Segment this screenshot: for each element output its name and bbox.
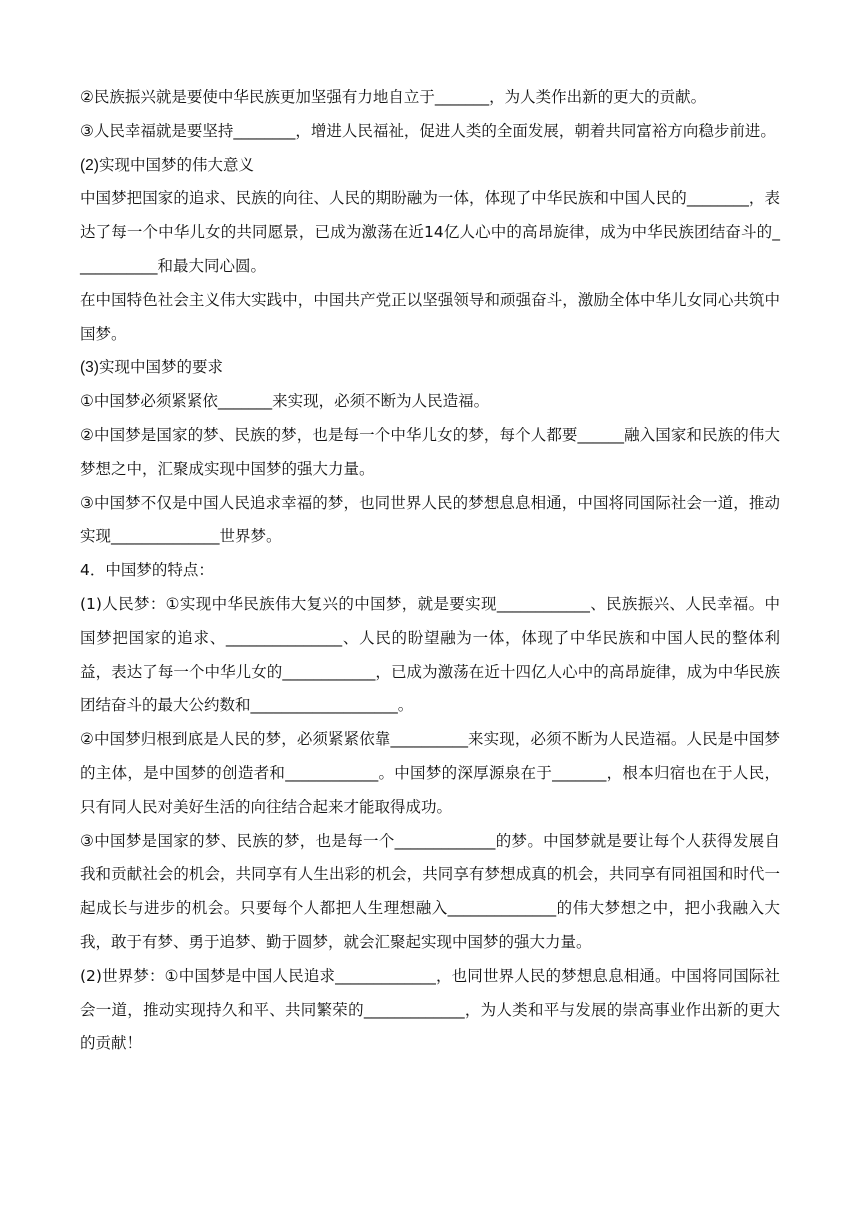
paragraph-people-dream-2: ②中国梦归根到底是人民的梦，必须紧紧依靠__________来实现，必须不断为人民造福。人民是中国梦的主体，是中国梦的创造者和____________。中国梦的深厚源泉在于_______，根本归宿也在于人民，只有同人民对美好生活的向往结合起来才能取得成功。 <box>80 730 780 816</box>
paragraph-significance: 中国梦把国家的追求、民族的向往、人民的期盼融为一体，体现了中华民族和中国人民的________，表达了每一个中华儿女的共同愿景，已成为激荡在近14亿人心中的高昂旋律，成为中华民族团结奋斗的___________和最大同心圆。 <box>80 189 780 275</box>
paragraph-requirement-3: ③中国梦不仅是中国人民追求幸福的梦，也同世界人民的梦想息息相通，中国将同国际社会一道，推动实现______________世界梦。 <box>80 493 780 546</box>
document-page <box>80 81 780 1061</box>
paragraph-people-happiness: ③人民幸福就是要坚持________，增进人民福祉，促进人类的全面发展，朝着共同富裕方向稳步前进。 <box>80 121 776 140</box>
paragraph-world-dream: (2)世界梦：①中国梦是中国人民追求_____________，也同世界人民的梦想息息相通。中国将同国际社会一道，推动实现持久和平、共同繁荣的_____________，为人类和平与发展的崇高事业作出新的更大的贡献！ <box>80 966 780 1053</box>
subheading-significance: (2)实现中国梦的伟大意义 <box>80 156 254 174</box>
paragraph-requirement-1: ①中国梦必须紧紧依_______来实现，必须不断为人民造福。 <box>80 392 490 411</box>
paragraph-requirement-2: ②中国梦是国家的梦、民族的梦，也是每一个中华儿女的梦，每个人都要______融入国家和民族的伟大梦想之中，汇聚成实现中国梦的强大力量。 <box>80 425 780 478</box>
section-heading-characteristics: 4．中国梦的特点： <box>80 561 214 580</box>
paragraph-national-rejuvenation: ②民族振兴就是要使中华民族更加坚强有力地自立于_______，为人类作出新的更大的贡献。 <box>80 88 707 106</box>
paragraph-people-dream: (1)人民梦：①实现中华民族伟大复兴的中国梦，就是要实现____________、民族振兴、人民幸福。中国梦把国家的追求、_______________、人民的盼望融为一体，体现了中华民族和中国人民的整体利益，表达了每一个中华儿女的____________，已成为激荡在近十四亿人心中的高昂旋律，成为中华民族团结奋斗的最大公约数和___________________。 <box>80 594 780 715</box>
paragraph-party-leadership: 在中国特色社会主义伟大实践中，中国共产党正以坚强领导和顽强奋斗，激励全体中华儿女同心共筑中国梦。 <box>80 290 780 343</box>
subheading-requirements: (3)实现中国梦的要求 <box>80 359 223 377</box>
paragraph-people-dream-3: ③中国梦是国家的梦、民族的梦，也是每一个_____________的梦。中国梦就是要让每个人获得发展自我和贡献社会的机会，共同享有人生出彩的机会，共同享有梦想成真的机会，共同享有同祖国和时代一起成长与进步的机会。只要每个人都把人生理想融入______________的伟大梦想之中，把小我融入大我，敢于有梦、勇于追梦、勤于圆梦，就会汇聚起实现中国梦的强大力量。 <box>80 831 780 951</box>
